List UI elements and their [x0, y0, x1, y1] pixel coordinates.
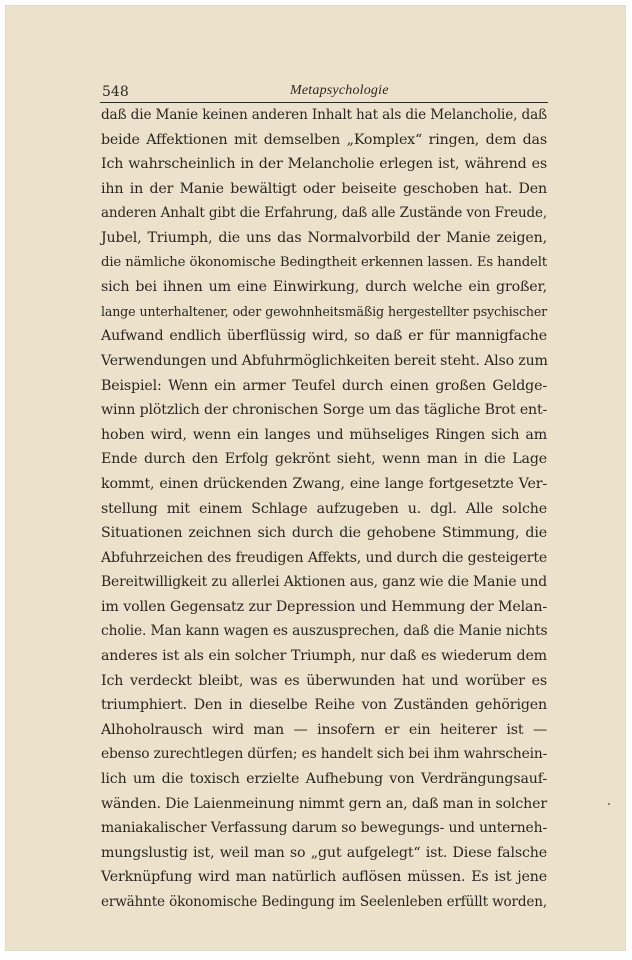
text-line: Ich verdeckt bleibt, was es überwunden hat und worüber es	[101, 672, 547, 689]
text-line: Bereitwilligkeit zu allerlei Aktionen aus, ganz wie die Manie und	[101, 574, 547, 591]
text-line: stellung mit einem Schlage aufzugeben u. dgl. Alle solche	[101, 500, 547, 517]
text-line: ebenso zurechtlegen dürfen; es handelt sich bei ihm wahrschein-	[101, 746, 548, 763]
text-line: lange unterhaltener, oder gewohnheitsmäßig hergestellter psychischer	[101, 303, 547, 319]
text-line: Abfuhrzeichen des freudigen Affekts, und durch die gesteigerte	[101, 549, 547, 566]
page-number: 548	[102, 84, 129, 100]
text-line: cholie. Man kann wagen es auszusprechen, daß die Manie nichts	[101, 623, 548, 640]
text-line: erwähnte ökonomische Bedingung im Seelenleben erfüllt worden,	[101, 894, 547, 910]
text-line: lich um die toxisch erzielte Aufhebung von Verdrängungsauf-	[101, 771, 547, 788]
text-line: im vollen Gegensatz zur Depression und Hemmung der Melan-	[101, 598, 547, 615]
text-line: Situationen zeichnen sich durch die gehobene Stimmung, die	[101, 525, 547, 542]
text-line: Beispiel: Wenn ein armer Teufel durch einen großen Geldge-	[101, 377, 547, 394]
text-line: wänden. Die Laienmeinung nimmt gern an, daß man in solcher	[101, 795, 548, 812]
text-line: mungslustig ist, weil man so „gut aufgelegt“ ist. Diese falsche	[101, 844, 547, 861]
text-line: Aufwand endlich überflüssig wird, so daß er für mannigfache	[101, 328, 547, 345]
text-line: sich bei ihnen um eine Einwirkung, durch welche ein großer,	[101, 279, 547, 296]
text-line: Verknüpfung wird man natürlich auflösen müssen. Es ist jene	[101, 869, 547, 886]
text-line: Ende durch den Erfolg gekrönt sieht, wenn man in die Lage	[101, 451, 547, 468]
text-line: Verwendungen und Abfuhrmöglichkeiten bereit steht. Also zum	[101, 352, 548, 369]
text-line: Ich wahrscheinlich in der Melancholie erlegen ist, während es	[101, 156, 547, 173]
text-line: Alhoholrausch wird man — insofern er ein heiterer ist —	[101, 721, 547, 738]
text-line: hoben wird, wenn ein langes und mühseliges Ringen sich am	[101, 426, 547, 443]
text-line: die nämliche ökonomische Bedingtheit erkennen lassen. Es handelt	[101, 254, 547, 270]
page-header	[100, 78, 548, 103]
text-line: beide Affektionen mit demselben „Komplex“ ringen, dem das	[101, 131, 547, 148]
text-line: maniakalischer Verfassung darum so bewegungs- und unterneh-	[101, 820, 547, 837]
running-head: Metapsychologie	[290, 83, 389, 98]
text-line: daß die Manie keinen anderen Inhalt hat als die Melancholie, daß	[101, 107, 547, 123]
text-line: anderen Anhalt gibt die Erfahrung, daß alle Zustände von Freude,	[101, 205, 547, 222]
text-line: winn plötzlich der chronischen Sorge um das tägliche Brot ent-	[101, 402, 548, 419]
text-line: anderes ist als ein solcher Triumph, nur daß es wiederum dem	[101, 648, 547, 665]
body-text	[101, 103, 547, 915]
paper-speck	[608, 803, 610, 805]
book-page	[6, 6, 625, 950]
text-line: triumphiert. Den in dieselbe Reihe von Zuständen gehörigen	[101, 697, 547, 714]
text-line: kommt, einen drückenden Zwang, eine lange fortgesetzte Ver-	[101, 475, 547, 492]
text-line: ihn in der Manie bewältigt oder beiseite geschoben hat. Den	[101, 180, 547, 197]
text-line: Jubel, Triumph, die uns das Normalvorbild der Manie zeigen,	[101, 229, 547, 246]
